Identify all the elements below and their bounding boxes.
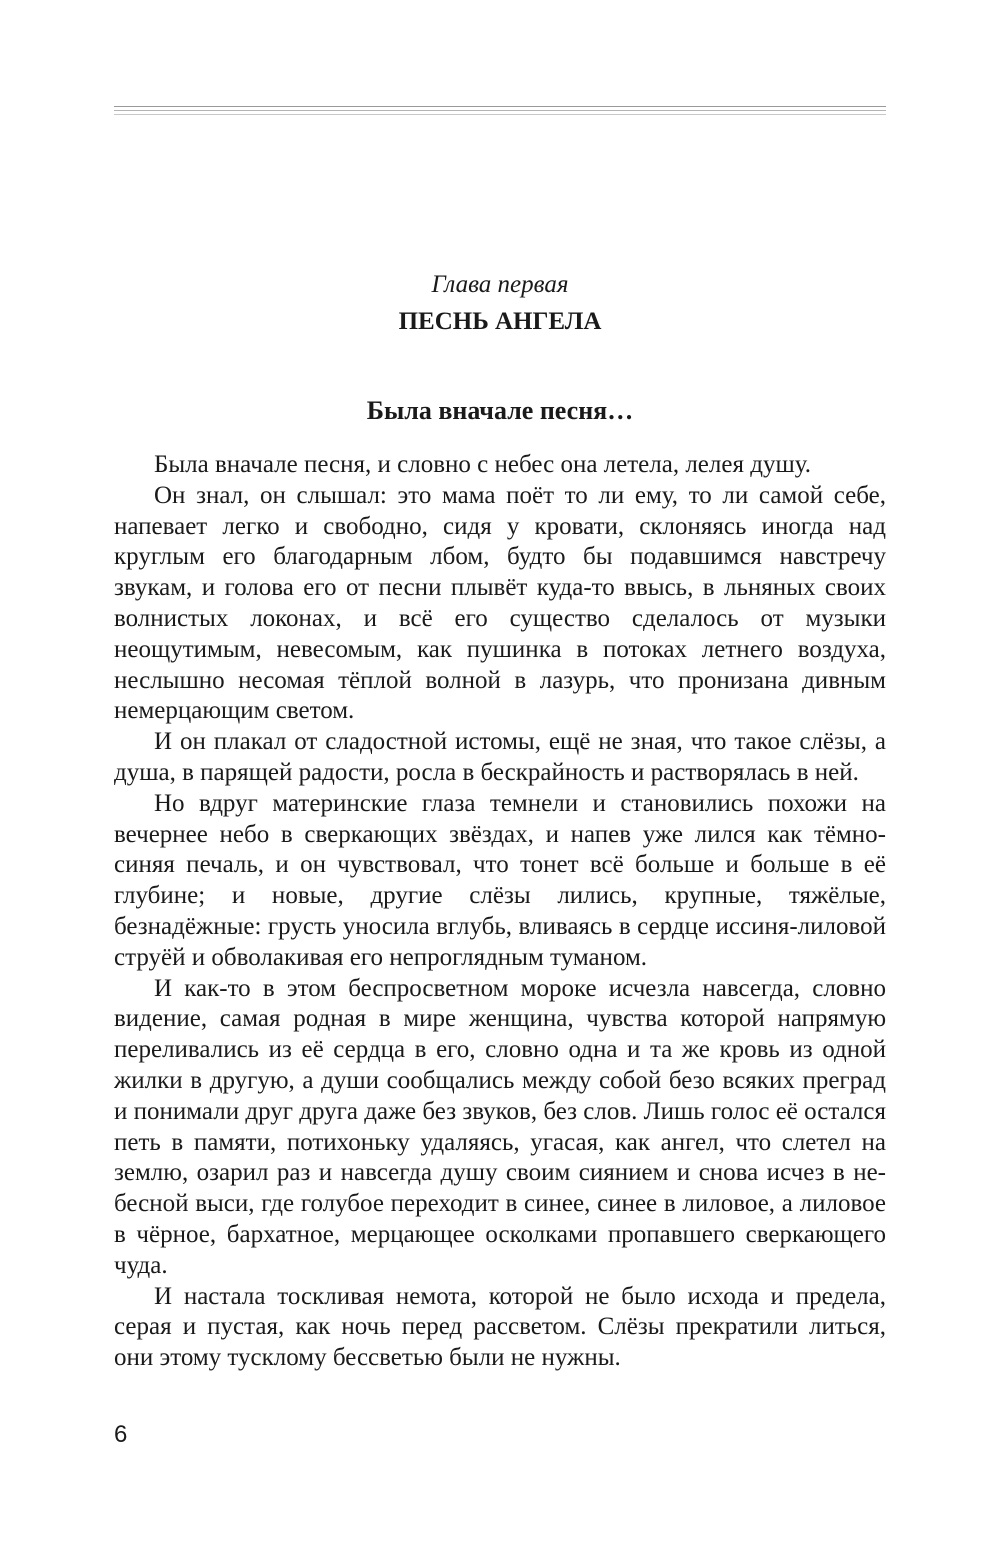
body-text (114, 450, 886, 1374)
paragraph: Но вдруг материнские глаза темнели и становились похожи на вечернее небо в сверкающих звёздах, и напев уже лился как тёмно-синяя печаль, и он чувствовал, что тонет всё больше и больше в её глубине; и новые, другие слёзы лились, крупные, тяжёлые, безнадёжные: грусть уносила вглубь, вливаясь в сердце иссиня-лиловой струёй и обволакивая его непроглядным туманом. (114, 789, 886, 971)
header-rule-line (114, 110, 886, 111)
paragraph: И настала тоскливая немота, которой не было исхода и предела, серая и пустая, как ночь перед рассветом. Слёзы прекратили литься, они этому тусклому бессветью были не нужны. (114, 1282, 886, 1372)
header-rule (114, 106, 886, 120)
chapter-title: ПЕСНЬ АНГЕЛА (398, 308, 602, 335)
paragraph: И он плакал от сладостной истомы, ещё не зная, что такое слёзы, а душа, в парящей радости, росла в бескрайность и растворялась в ней. (114, 728, 886, 786)
paragraph: Он знал, он слышал: это мама поёт то ли ему, то ли самой себе, напевает легко и свободно, сидя у кровати, склоняясь иногда над круглым его благодарным лбом, будто бы подавшимся навстречу звукам, и голова его от песни плывёт куда-то ввысь, в льняных своих волнистых локонах, и всё его существо сделалось от музыки неощутимым, невесомым, как пушинка в потоках летнего воздуха, неслышно несомая тёплой волной в лазурь, что пронизана дивным немерцающим светом. (114, 481, 886, 725)
header-rule-line (114, 106, 886, 107)
chapter-label: Глава первая (431, 271, 569, 298)
section-title: Была вначале песня… (366, 396, 634, 425)
header-rule-line (114, 114, 886, 115)
page-number: 6 (114, 1421, 128, 1448)
paragraph: И как-то в этом беспросветном мороке исчезла навсегда, словно видение, самая родная в мире женщина, чувства которой напрямую переливались из её сердца в его, словно одна и та же кровь из одной жилки в другую, а души сообщались между собой безо всяких преград и понимали друг друга даже без звуков, без слов. Лишь голос её остался петь в памяти, потихоньку удаляясь, угасая, как ангел, что слетел на землю, озарил раз и навсегда душу своим сиянием и снова исчез в небесной выси, где голубое переходит в синее, синее в лиловое, а лиловое в чёрное, бархатное, мерцающее осколками пропавшего сверкающего чуда. (114, 974, 886, 1279)
paragraph: Была вначале песня, и словно с небес она летела, лелея душу. (154, 451, 811, 478)
